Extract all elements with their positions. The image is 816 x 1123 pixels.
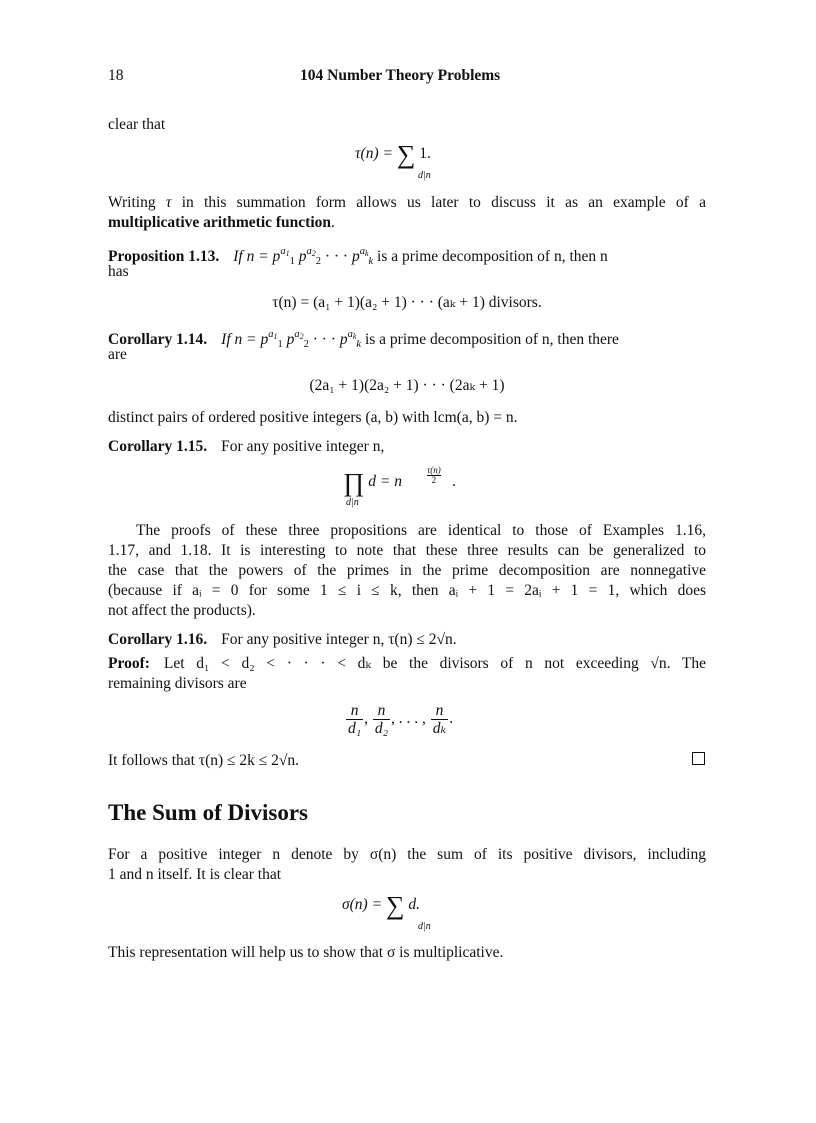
paragraph-sigma: For a positive integer n denote by σ(n) the sum of its positive divisors, including	[108, 846, 706, 863]
cor-if: If n = p	[221, 331, 269, 348]
cor-rest: is a prime decomposition of n, then there	[361, 331, 619, 348]
corollary-1-14: Corollary 1.14. If $n = p^{a1}_1$ $p^{a2}_2$ · · · $p^{ak}_k$ is a prime decomposition of n, then there	[108, 329, 619, 350]
proof-line-1	[108, 654, 706, 674]
product-limit: d|n	[346, 497, 359, 508]
eq-lhs: τ(n) =	[355, 145, 393, 162]
proof-text: Let d₁ < d₂ < · · · < dₖ be the divisors of n not exceeding √n. The	[163, 655, 706, 672]
tau-symbol: τ	[165, 194, 172, 211]
paragraph-writing-tau	[108, 193, 706, 213]
paragraph-proofs: The proofs of these three propositions are identical to those of Examples 1.16,	[136, 522, 706, 539]
prop-rest: is a prime decomposition of n, then n	[373, 248, 608, 265]
sum-limit: d|n	[418, 170, 431, 181]
proof-line-2: remaining divisors are	[108, 675, 247, 692]
product-exponent	[427, 466, 441, 485]
proposition-label: Proposition 1.13.	[108, 248, 220, 265]
multiplicative-line	[108, 213, 706, 233]
product-body: d = n	[368, 473, 402, 490]
equation-tau-sum	[355, 142, 431, 168]
equation-pairs: (2a₁ + 1)(2a₂ + 1) · · · (2aₖ + 1)	[309, 377, 505, 394]
paragraph-pairs: distinct pairs of ordered positive integers (a, b) with lcm(a, b) = n.	[108, 409, 518, 426]
exponent-numerator: τ(n)	[427, 465, 441, 475]
product-period: .	[452, 473, 456, 490]
corollary-1-16	[108, 630, 706, 650]
paragraph-proofs: (because if aᵢ = 0 for some 1 ≤ i ≤ k, then aᵢ + 1 = 2aᵢ + 1 = 1, which does	[108, 582, 706, 599]
period: .	[331, 214, 335, 231]
qed-box-icon	[692, 752, 705, 765]
exponent-denominator: 2	[431, 475, 437, 485]
proposition-1-13: Proposition 1.13. If $n = p^{a1}_1$ $p^{a2}_2$ · · · $p^{ak}_k$ is a prime decomposition of n, then n	[108, 246, 608, 267]
fraction: $\frac{n}{\text{dₖ}}$	[432, 702, 447, 737]
fraction: $\frac{n}{\text{d₂}}$	[374, 702, 389, 737]
corollary-text: For any positive integer n,	[221, 438, 385, 455]
paragraph-clear-that: clear that	[108, 116, 166, 133]
eq-rhs: d.	[408, 896, 420, 913]
sum-limit: d|n	[418, 921, 431, 932]
corollary-label: Corollary 1.15.	[108, 438, 208, 455]
corollary-1-14-line2: are	[108, 346, 127, 363]
sum-symbol: ∑	[385, 891, 405, 920]
paragraph-proofs: 1.17, and 1.18. It is interesting to note that these three results can be generalized to	[108, 542, 706, 559]
running-title: 104 Number Theory Problems	[300, 67, 501, 84]
proof-label: Proof:	[108, 655, 150, 672]
eq-lhs: σ(n) =	[342, 896, 383, 913]
corollary-text: For any positive integer n, τ(n) ≤ 2√n.	[221, 631, 457, 648]
equation-sigma-sum	[342, 893, 420, 919]
text-run: Writing	[108, 194, 166, 211]
proposition-1-13-line2: has	[108, 263, 129, 280]
text-run: in this summation form allows us later to discuss it as an example of a	[171, 194, 706, 211]
corollary-label: Corollary 1.14.	[108, 331, 208, 348]
equation-tau-product: τ(n) = (a₁ + 1)(a₂ + 1) · · · (aₖ + 1) divisors.	[272, 294, 542, 311]
paragraph-follows: It follows that τ(n) ≤ 2k ≤ 2√n.	[108, 752, 300, 769]
equation-product	[343, 470, 402, 496]
fraction: $\frac{n}{\text{d₁}}$	[348, 702, 362, 737]
eq-rhs: 1.	[419, 145, 431, 162]
paragraph-sigma: 1 and n itself. It is clear that	[108, 866, 282, 883]
page-number: 18	[108, 67, 124, 84]
prop-if: If n = p	[233, 248, 281, 265]
paragraph-proofs: not affect the products).	[108, 602, 256, 619]
sum-symbol: ∑	[396, 140, 416, 169]
term-multiplicative: multiplicative arithmetic function	[108, 214, 331, 231]
equation-fractions: $\frac{n}{\text{d₁}}$ , $\frac{n}{\text{d₂}}$ , . . . , $\frac{n}{\text{dₖ}}$ .	[348, 702, 454, 737]
corollary-1-15	[108, 437, 706, 457]
section-heading: The Sum of Divisors	[108, 800, 308, 825]
product-symbol: ∏	[343, 468, 365, 497]
paragraph-last: This representation will help us to show that σ is multiplicative.	[108, 944, 504, 961]
paragraph-proofs: the case that the powers of the primes in the prime decomposition are nonnegative	[108, 562, 706, 579]
corollary-label: Corollary 1.16.	[108, 631, 208, 648]
